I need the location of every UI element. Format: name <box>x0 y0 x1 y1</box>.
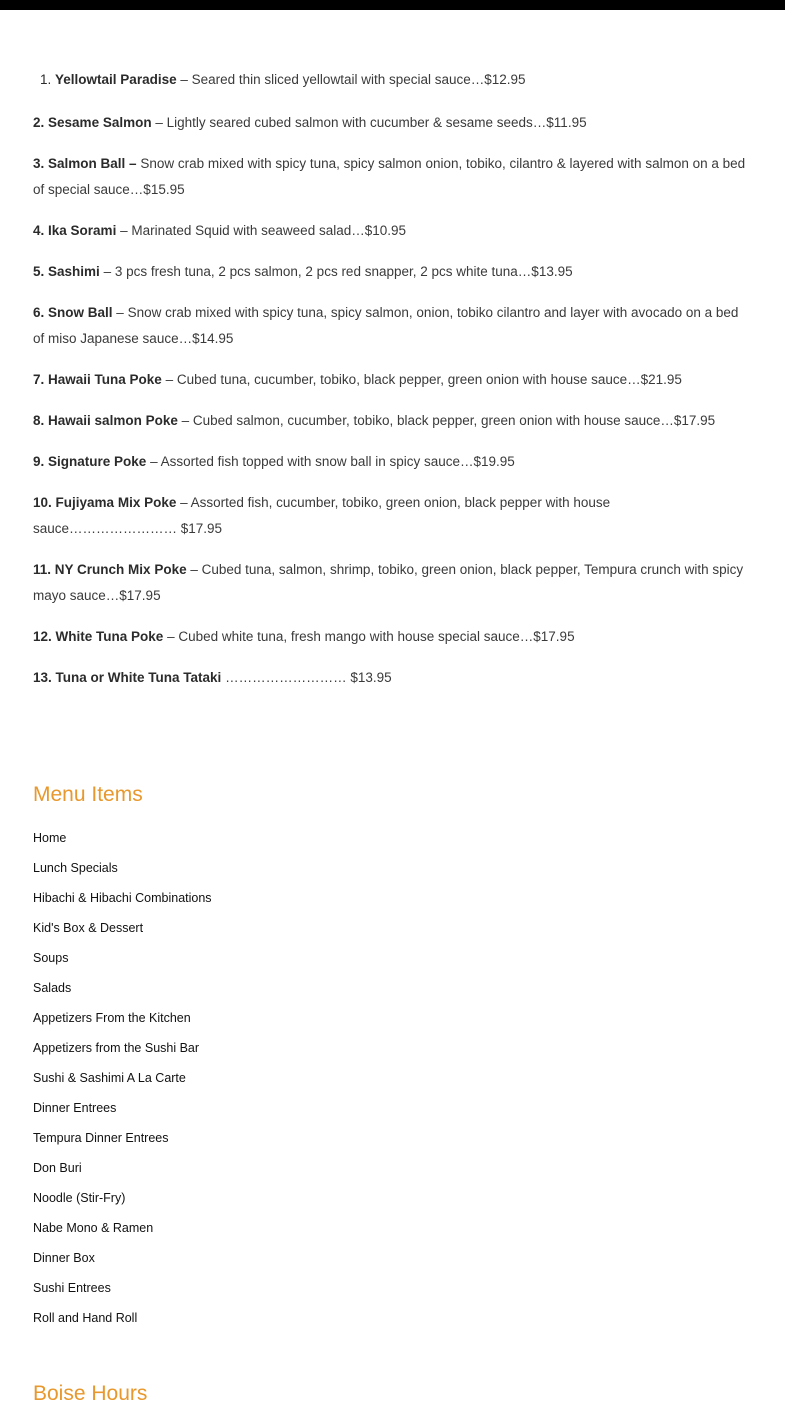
entry-name: Yellowtail Paradise <box>55 72 177 87</box>
entry-description: Seared thin sliced yellowtail with special sauce…$12.95 <box>191 72 526 87</box>
menu-link-appetizers-kitchen[interactable]: Appetizers From the Kitchen <box>33 1011 191 1025</box>
menu-entry <box>33 557 753 609</box>
boise-hours-heading: Boise Hours <box>33 1382 148 1405</box>
entry-name: Sashimi <box>48 264 100 279</box>
entry-separator: – <box>186 562 202 577</box>
entry-number: 6. <box>33 305 45 320</box>
menu-link-roll-hand-roll[interactable]: Roll and Hand Roll <box>33 1311 138 1325</box>
entry-separator: – <box>163 629 179 644</box>
entry-description: 3 pcs fresh tuna, 2 pcs salmon, 2 pcs red snapper, 2 pcs white tuna…$13.95 <box>114 264 573 279</box>
entry-number: 8. <box>33 413 45 428</box>
menu-link-sushi-entrees[interactable]: Sushi Entrees <box>33 1281 111 1295</box>
entry-description: ……………………… $13.95 <box>225 670 392 685</box>
entry-name: Snow Ball <box>48 305 113 320</box>
menu-link-home[interactable]: Home <box>33 831 67 845</box>
entry-description: Assorted fish topped with snow ball in spicy sauce…$19.95 <box>160 454 515 469</box>
entry-number: 5. <box>33 264 45 279</box>
menu-link-dinner-entrees[interactable]: Dinner Entrees <box>33 1101 117 1115</box>
entry-number: 7. <box>33 372 45 387</box>
entry-number: 3. <box>33 156 45 171</box>
menu-entry <box>33 300 753 352</box>
menu-link-lunch-specials[interactable]: Lunch Specials <box>33 861 118 875</box>
entry-number: 9. <box>33 454 45 469</box>
menu-items-heading: Menu Items <box>33 783 143 806</box>
entry-name: Fujiyama Mix Poke <box>55 495 177 510</box>
entry-name: Hawaii Tuna Poke <box>48 372 162 387</box>
entry-name: Salmon Ball – <box>48 156 137 171</box>
menu-link-appetizers-sushi-bar[interactable]: Appetizers from the Sushi Bar <box>33 1041 200 1055</box>
entry-description: Assorted fish, cucumber, tobiko, green onion, black pepper with house sauce…………………… $17.95 <box>33 495 611 536</box>
entry-number: 2. <box>33 115 45 130</box>
entry-number: 11. <box>33 562 52 577</box>
entry-name: NY Crunch Mix Poke <box>54 562 187 577</box>
menu-entry <box>33 490 753 542</box>
menu-link-soups[interactable]: Soups <box>33 951 69 965</box>
entry-separator: – <box>116 223 132 238</box>
entry-description: Snow crab mixed with spicy tuna, spicy salmon, onion, tobiko cilantro and layer with avocado on a bed of miso Japanese sauce…$14.95 <box>33 305 739 346</box>
entry-number: 12. <box>33 629 52 644</box>
entry-separator: – <box>176 72 192 87</box>
entry-description: Cubed salmon, cucumber, tobiko, black pepper, green onion with house sauce…$17.95 <box>192 413 716 428</box>
entry-name: Sesame Salmon <box>48 115 152 130</box>
top-bar <box>0 0 785 10</box>
entry-description: Lightly seared cubed salmon with cucumber & sesame seeds…$11.95 <box>166 115 587 130</box>
menu-link-kids-box[interactable]: Kid's Box & Dessert <box>33 921 144 935</box>
entry-separator: – <box>99 264 115 279</box>
menu-entry <box>33 218 753 244</box>
entry-name: Tuna or White Tuna Tataki <box>55 670 222 685</box>
menu-entry <box>40 67 760 93</box>
menu-entry <box>33 624 753 650</box>
menu-link-don-buri[interactable]: Don Buri <box>33 1161 82 1175</box>
entry-separator: – <box>112 305 128 320</box>
entry-number: 13. <box>33 670 52 685</box>
menu-entry <box>33 259 753 285</box>
menu-link-dinner-box[interactable]: Dinner Box <box>33 1251 95 1265</box>
menu-link-sushi-sashimi[interactable]: Sushi & Sashimi A La Carte <box>33 1071 186 1085</box>
menu-link-salads[interactable]: Salads <box>33 981 72 995</box>
menu-link-hibachi[interactable]: Hibachi & Hibachi Combinations <box>33 891 212 905</box>
menu-entry <box>33 151 753 203</box>
entry-name: White Tuna Poke <box>55 629 164 644</box>
entry-name: Signature Poke <box>48 454 147 469</box>
entry-description: Cubed tuna, salmon, shrimp, tobiko, green onion, black pepper, Tempura crunch with spicy mayo sauce…$17.95 <box>33 562 744 603</box>
entry-description: Snow crab mixed with spicy tuna, spicy salmon onion, tobiko, cilantro & layered with salmon on a bed of special sauce…$15.95 <box>33 156 746 197</box>
entry-name: Hawaii salmon Poke <box>48 413 178 428</box>
entry-number: 4. <box>33 223 45 238</box>
entry-description: Cubed white tuna, fresh mango with house special sauce…$17.95 <box>178 629 575 644</box>
entry-separator: – <box>161 372 177 387</box>
entry-description: Marinated Squid with seaweed salad…$10.95 <box>131 223 407 238</box>
menu-link-tempura-dinner[interactable]: Tempura Dinner Entrees <box>33 1131 169 1145</box>
menu-entry <box>33 449 753 475</box>
menu-entry <box>33 110 753 136</box>
entry-number: 1. <box>40 72 52 87</box>
entry-number: 10. <box>33 495 52 510</box>
entry-description: Cubed tuna, cucumber, tobiko, black pepper, green onion with house sauce…$21.95 <box>176 372 682 387</box>
entry-separator: – <box>176 495 191 510</box>
entry-separator: – <box>177 413 193 428</box>
menu-entry <box>33 665 753 691</box>
menu-entry <box>33 408 753 434</box>
menu-entry <box>33 367 753 393</box>
entry-separator: – <box>146 454 161 469</box>
menu-link-noodle[interactable]: Noodle (Stir-Fry) <box>33 1191 126 1205</box>
entry-separator: – <box>151 115 167 130</box>
menu-link-nabe-mono-ramen[interactable]: Nabe Mono & Ramen <box>33 1221 154 1235</box>
entry-name: Ika Sorami <box>48 223 117 238</box>
